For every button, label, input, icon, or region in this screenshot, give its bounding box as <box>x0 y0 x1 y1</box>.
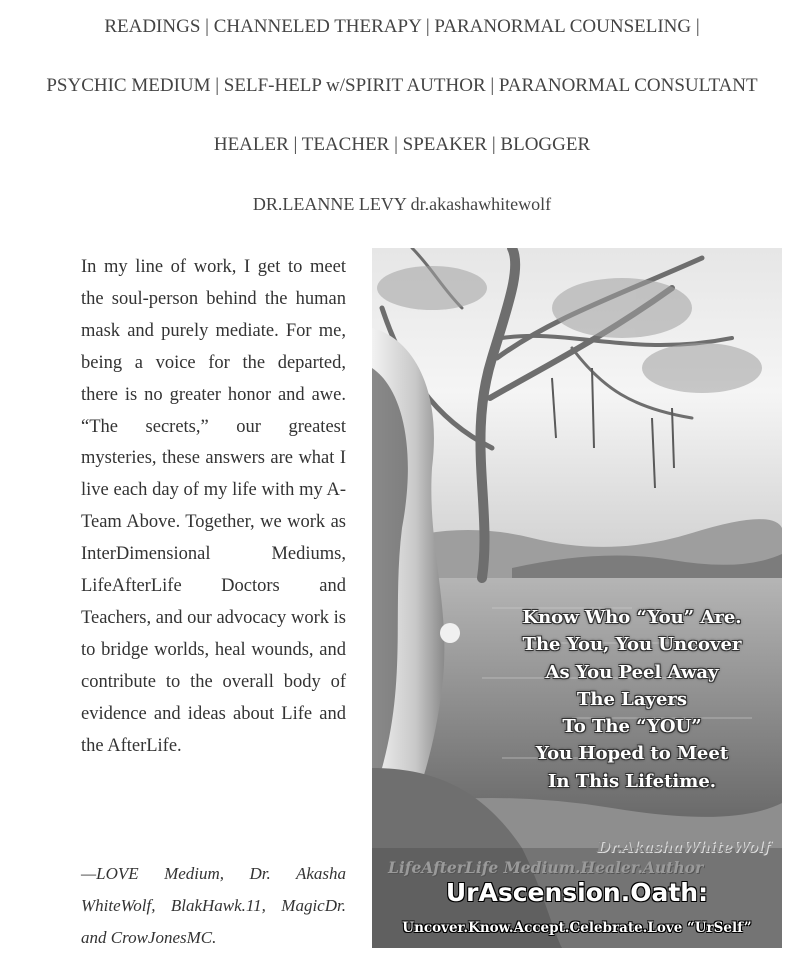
poster-quote-line: Know Who “You” Are. <box>522 607 742 628</box>
poster-oath-title: UrAscension.Oath: <box>445 878 709 907</box>
poster-quote-line: To The “YOU” <box>562 716 702 738</box>
services-line-2: PSYCHIC MEDIUM | SELF-HELP w/SPIRIT AUTHOR | PARANORMAL CONSULTANT <box>46 75 758 96</box>
services-line-1: READINGS | CHANNELED THERAPY | PARANORMAL COUNSELING | <box>104 16 700 37</box>
services-line-3: HEALER | TEACHER | SPEAKER | BLOGGER <box>213 134 591 155</box>
poster-signature: Dr.AkashaWhiteWolf <box>596 838 770 856</box>
poster-quote-line: As You Peel Away <box>545 661 719 683</box>
poster-quote-line: The You, You Uncover <box>522 634 742 656</box>
article-body: In my line of work, I get to meet the soul-person behind the human mask and purely mediate. For me, being a voice for the departed, there is no greater honor and awe. “The secrets,” our greatest mysteries, these answers are what I live each day of my life with my A-Team Above. Together, we work as InterDimensional Mediums, LifeAfterLife Doctors and Teachers, and our advocacy work is to bridge worlds, heal wounds, and contribute to the overall body of evidence and ideas about Life and the AfterLife. <box>81 257 346 756</box>
poster-quote-line: The Layers <box>576 688 688 710</box>
poster-quote-line: In This Lifetime. <box>547 770 717 792</box>
poster-quote-line: You Hoped to Meet <box>535 743 729 765</box>
article-attribution: —LOVE Medium, Dr. Akasha WhiteWolf, BlakHawk.11, MagicDr. and CrowJonesMC. <box>81 864 346 947</box>
poster-quote <box>482 604 782 795</box>
poster-roles: LifeAfterLife Medium.Healer.Author <box>388 858 704 877</box>
quote-poster-image <box>372 248 782 948</box>
poster-oath-subtitle: Uncover.Know.Accept.Celebrate.Love “UrSelf” <box>402 920 752 936</box>
author-name-line: DR.LEANNE LEVY dr.akashawhitewolf <box>252 194 552 214</box>
